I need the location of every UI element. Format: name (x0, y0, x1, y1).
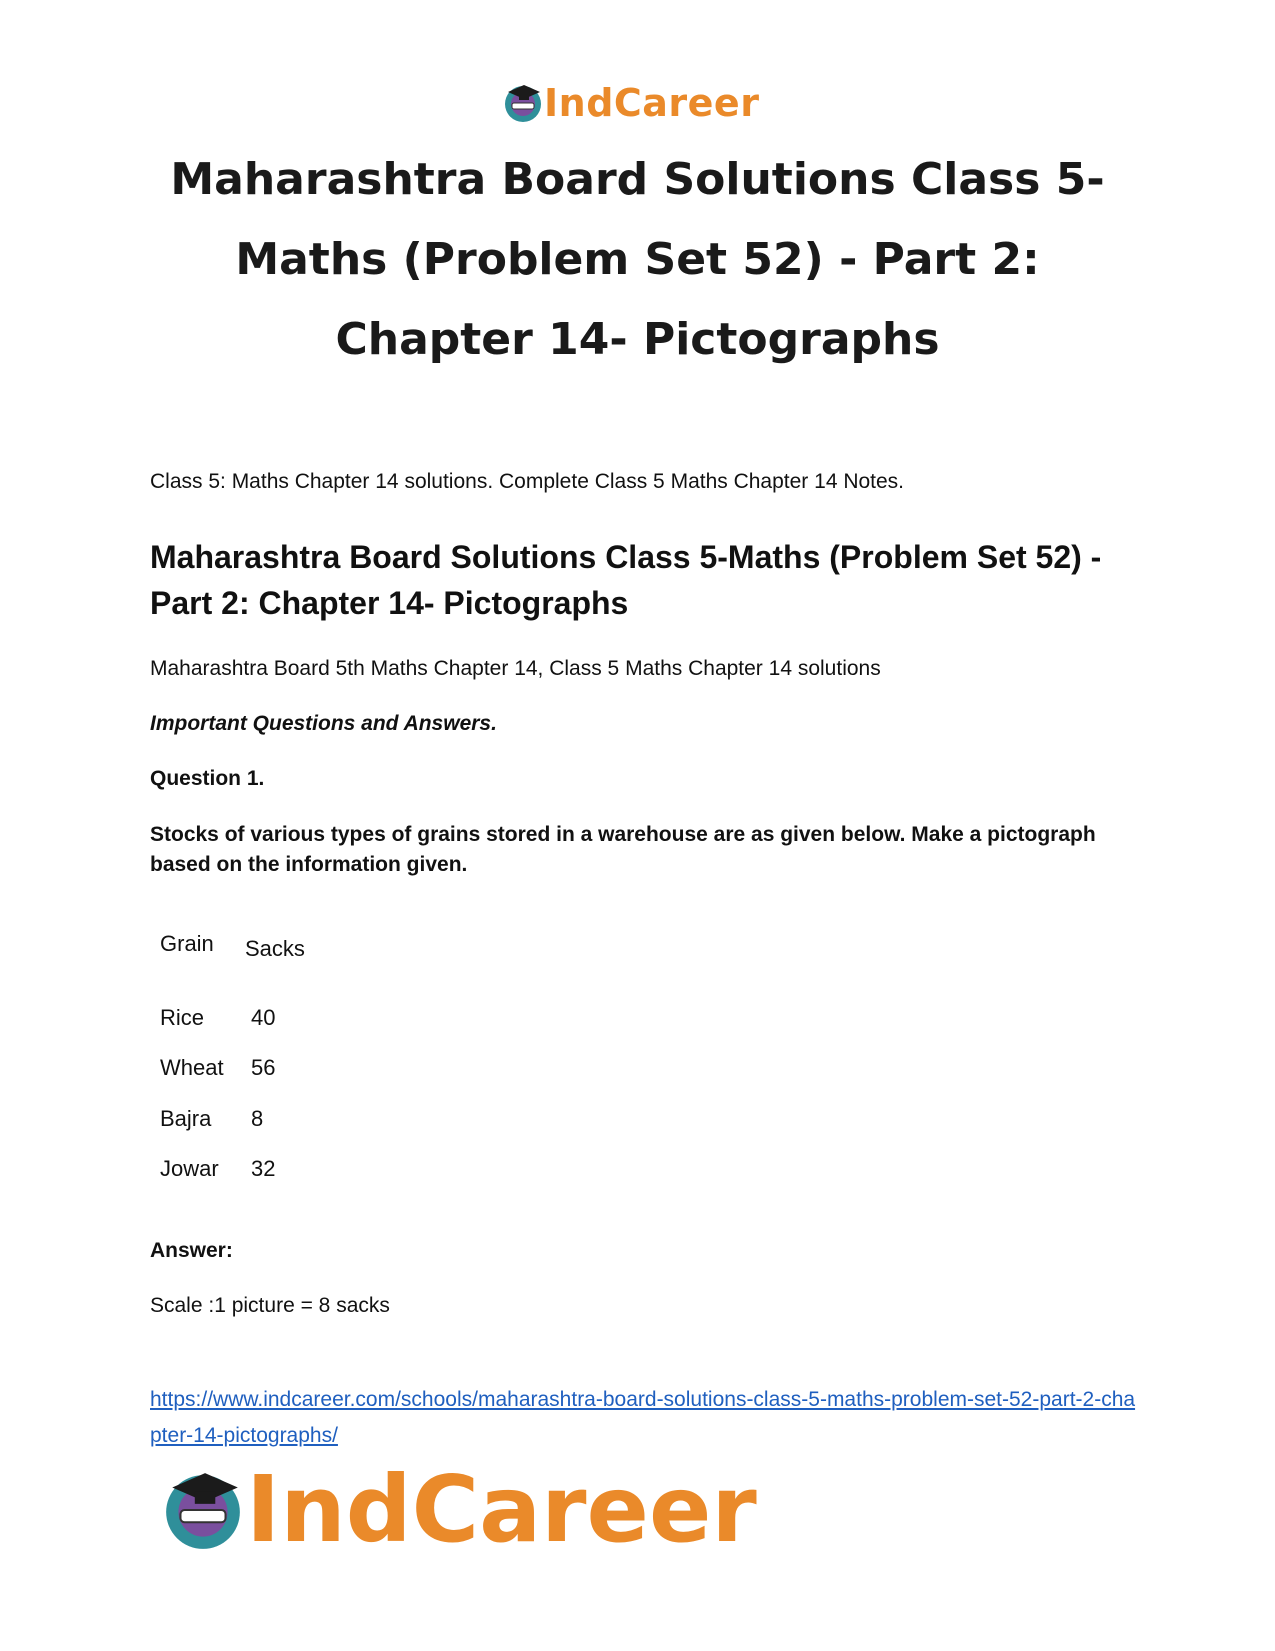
table-cell-grain: Bajra (160, 1106, 212, 1131)
important-label: Important Questions and Answers. (150, 712, 497, 735)
page-title: Maharashtra Board Solutions Class 5-Maths (Problem Set 52) - Part 2: Chapter 14- Pictographs (170, 154, 1105, 365)
intro-text: Class 5: Maths Chapter 14 solutions. Complete Class 5 Maths Chapter 14 Notes. (150, 470, 905, 493)
brand-name: IndCareer (246, 1456, 757, 1563)
source-link[interactable]: https://www.indcareer.com/schools/maharashtra-board-solutions-class-5-maths-problem-set-52-part-2-chapter-14-pictographs/ (150, 1388, 1136, 1447)
scale-text: Scale :1 picture = 8 sacks (150, 1294, 390, 1317)
table-header-sacks: Sacks (245, 936, 305, 961)
header-logo (0, 82, 1275, 132)
section-heading: Maharashtra Board Solutions Class 5-Maths (Problem Set 52) - Part 2: Chapter 14- Pictographs (150, 539, 1102, 621)
table-cell-grain: Jowar (160, 1156, 219, 1181)
question-text: Stocks of various types of grains stored in a warehouse are as given below. Make a pictograph based on the information given. (150, 823, 1096, 876)
table-cell-grain: Wheat (160, 1055, 224, 1080)
subtitle-text: Maharashtra Board 5th Maths Chapter 14, Class 5 Maths Chapter 14 solutions (150, 657, 881, 680)
table-cell-grain: Rice (160, 1005, 205, 1030)
question-label: Question 1. (150, 767, 265, 790)
graduation-cap-globe-icon (160, 1467, 246, 1553)
brand-name: IndCareer (544, 81, 760, 125)
answer-label: Answer: (150, 1239, 233, 1262)
footer-logo (160, 1456, 757, 1563)
graduation-cap-globe-icon (502, 82, 544, 124)
table-cell-sacks: 40 (251, 1005, 276, 1030)
table-header-grain: Grain (160, 931, 214, 956)
table-cell-sacks: 56 (251, 1055, 276, 1080)
table-cell-sacks: 8 (251, 1106, 264, 1131)
table-cell-sacks: 32 (251, 1156, 276, 1181)
